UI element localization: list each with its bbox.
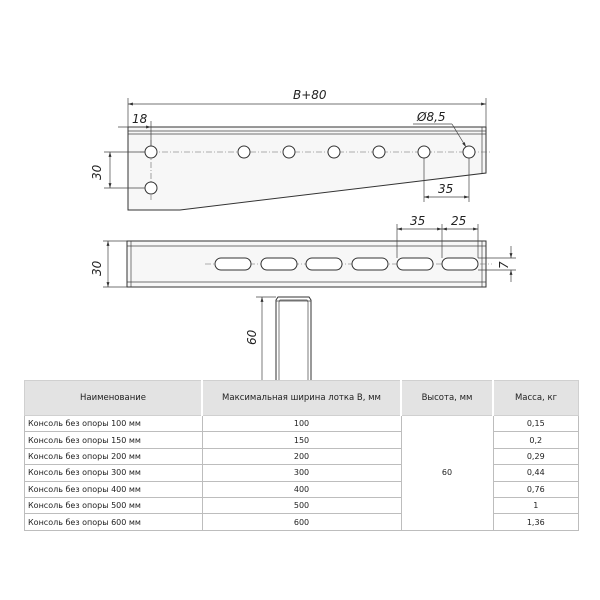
cell-width: 150 [202,432,401,448]
mounting-hole [283,146,295,158]
mounting-hole [145,182,157,194]
mounting-hole [145,146,157,158]
header-height: Высота, мм [401,381,493,416]
header-name: Наименование [25,381,203,416]
cell-name: Консоль без опоры 300 мм [25,465,203,481]
end-hole-offset-dimension: 35 [438,182,454,196]
cell-mass: 1,36 [493,514,579,530]
mounting-hole [463,146,475,158]
cell-name: Консоль без опоры 500 мм [25,497,203,513]
cell-mass: 0,76 [493,481,579,497]
specification-table [24,380,579,531]
mounting-slot [397,258,433,270]
overall-width-dimension: B+80 [293,88,327,102]
cell-mass: 0,44 [493,465,579,481]
cell-name: Консоль без опоры 600 мм [25,514,203,530]
cell-mass: 0,15 [493,416,579,432]
cell-mass: 0,2 [493,432,579,448]
mounting-hole [373,146,385,158]
mounting-hole [238,146,250,158]
header-mass: Масса, кг [493,381,579,416]
table-header-row [25,381,579,416]
cell-width: 500 [202,497,401,513]
cell-name: Консоль без опоры 150 мм [25,432,203,448]
mounting-hole [328,146,340,158]
cell-width: 300 [202,465,401,481]
slot-pitch-dimension: 35 [410,214,426,228]
cell-width: 100 [202,416,401,432]
u-profile-outline [276,297,311,380]
cell-mass: 1 [493,497,579,513]
mounting-slot [352,258,388,270]
cell-mass: 0,29 [493,448,579,464]
section-height-dimension: 60 [245,329,259,345]
cell-width: 200 [202,448,401,464]
cell-name: Консоль без опоры 100 мм [25,416,203,432]
cell-name: Консоль без опоры 400 мм [25,481,203,497]
mounting-slot [215,258,251,270]
mounting-hole [418,146,430,158]
cell-name: Консоль без опоры 200 мм [25,448,203,464]
hole-spacing-vertical-dimension: 30 [90,164,104,180]
side-height-dimension: 30 [90,260,104,276]
cell-width: 400 [202,481,401,497]
table-row [25,416,579,432]
cell-width: 600 [202,514,401,530]
slot-end-dimension: 25 [451,214,467,228]
section-view [245,297,311,380]
edge-offset-dimension: 18 [132,112,148,126]
header-max-width: Максимальная ширина лотка B, мм [202,381,401,416]
mounting-slot [306,258,342,270]
slot-width-dimension: 7 [497,261,511,269]
side-view [90,214,516,287]
console-plate-outline [128,127,486,210]
cell-height: 60 [401,416,493,531]
hole-diameter-label: Ø8,5 [417,110,446,124]
table-row [25,448,579,464]
table-row [25,481,579,497]
mounting-slot [442,258,478,270]
top-view [90,88,492,210]
table-row [25,465,579,481]
table-row [25,432,579,448]
table-row [25,514,579,530]
table-row [25,497,579,513]
mounting-slot [261,258,297,270]
